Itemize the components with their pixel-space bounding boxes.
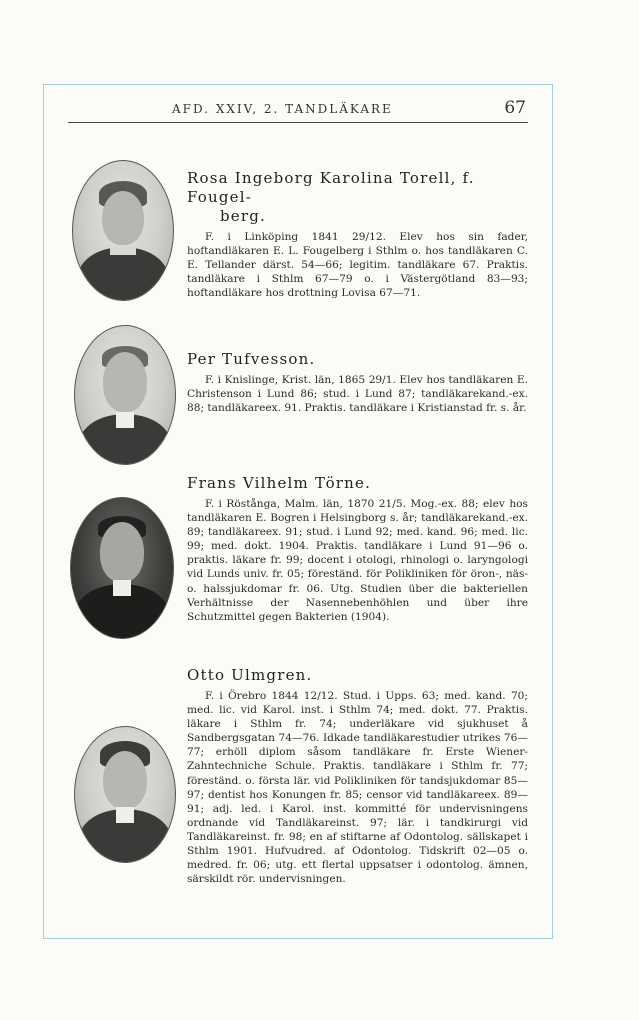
entry-frans-torne <box>187 474 528 624</box>
entry-name <box>187 666 528 685</box>
entry-name-continuation: berg. <box>220 207 267 225</box>
entry-name-line: Per Tufvesson. <box>187 350 316 368</box>
entry-biography <box>187 230 528 300</box>
portrait-frans-torne <box>70 497 174 639</box>
entry-biography-text: F. i Röstånga, Malm. län, 1870 21/5. Mog.-ex. 88; elev hos tandläkaren E. Bogren i Helsingborg s. år; tandläkarekand.-ex. 89; tandläkareex. 91; stud. i Lund 92; med. kand. 96; med. lic. 99; med. dokt. 1904. Praktis. tandläkare i Lund 91—96 o. praktis. läkare fr. 99; docent i otologi, rhinologi o. laryngologi vid Lunds univ. fr. 05; föreständ. för Polikliniken för öron-, näs- o. halssjukdomar fr. 06. Utg. Studien über die bakteriellen Verhältnisse der Nasennebenhöhlen und über ihre Schutzmittel gegen Bakterien (1904). <box>187 498 528 623</box>
entry-biography <box>187 689 528 886</box>
entry-biography-text: F. i Örebro 1844 12/12. Stud. i Upps. 63; med. kand. 70; med. lic. vid Karol. inst. i Sthlm 74; med. dokt. 77. Praktis. läkare i Sthlm fr. 74; underläkare vid sjukhuset å Sandbergsgatan 74—76. Idkade tandläkarestudier utrikes 76—77; erhöll diplom såsom tandläkare fr. Erste Wiener-Zahntechniche Schule. Praktis. tandläkare i Sthlm fr. 77; föreständ. o. första lär. vid Polikliniken för tandsjukdomar 85—97; dentist hos Konungen fr. 85; censor vid tandläkareex. 89—91; adj. led. i Karol. inst. kommitté för undervisningens ordnande vid Tandläkareinst. 97; lär. i tandkirurgi vid Tandläkareinst. fr. 98; en af stiftarne af Odontolog. sällskapet i Sthlm 1901. Hufvudred. af Odontolog. Tidskrift 02—05 o. medred. fr. 06; utg. ett flertal uppsatser i odontolog. ämnen, särskildt rör. undervisningen. <box>187 690 528 886</box>
entry-name <box>187 169 528 226</box>
entry-biography-text: F. i Knislinge, Krist. län, 1865 29/1. Elev hos tandläkaren E. Christenson i Lund 86; stud. i Lund 87; tandläkarekand.-ex. 88; tandläkareex. 91. Praktis. tandläkare i Kristianstad fr. s. år. <box>187 374 528 415</box>
portrait-per-tufvesson <box>74 325 176 465</box>
entry-name-line: Rosa Ingeborg Karolina Torell, f. Fougel- <box>187 169 475 206</box>
entry-biography <box>187 373 528 415</box>
portrait-rosa-torell <box>72 160 174 301</box>
page-number: 67 <box>504 98 526 118</box>
entry-name <box>187 350 528 369</box>
entry-name-line: Otto Ulmgren. <box>187 666 313 684</box>
entry-biography <box>187 497 528 624</box>
portrait-otto-ulmgren <box>74 726 176 863</box>
section-title: AFD. XXIV, 2. TANDLÄKARE <box>172 102 393 116</box>
entry-name-line: Frans Vilhelm Törne. <box>187 474 372 492</box>
entry-rosa-torell <box>187 169 528 300</box>
entry-per-tufvesson <box>187 350 528 415</box>
running-header <box>68 100 528 123</box>
entry-name <box>187 474 528 493</box>
entry-biography-text: F. i Linköping 1841 29/12. Elev hos sin fader, hoftandläkaren E. L. Fougelberg i Sthlm o. hos tandläkaren C. E. Tellander därst. 54—66; legitim. tandläkare 67. Praktis. tandläkare i Sthlm 67—79 o. i Västergötland 83—93; hoftandläkare hos drottning Lovisa 67—71. <box>187 231 528 300</box>
entry-otto-ulmgren <box>187 666 528 886</box>
